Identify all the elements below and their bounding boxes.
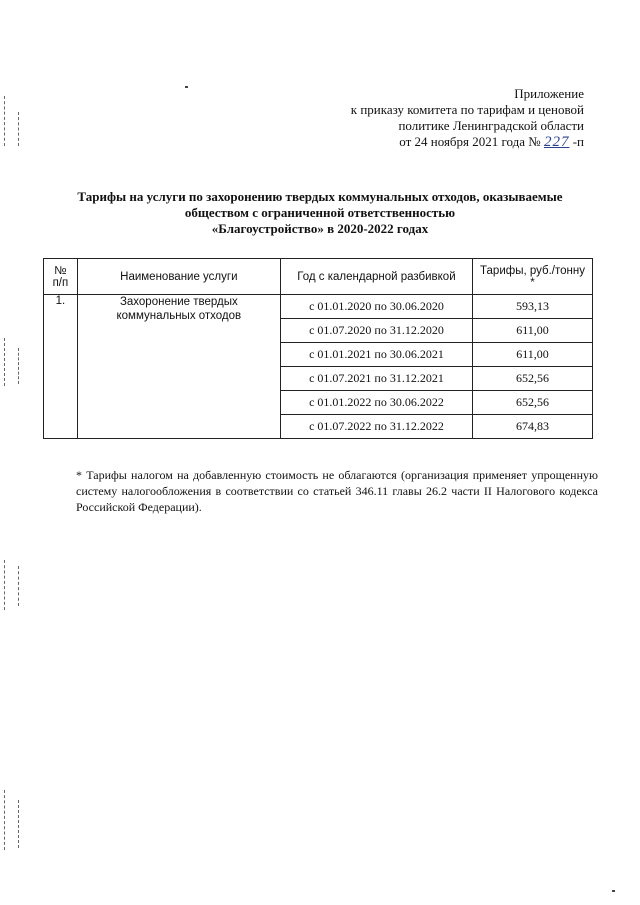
row-number: 1. bbox=[44, 295, 78, 439]
price-cell: 652,56 bbox=[473, 391, 593, 415]
scan-artifact bbox=[4, 790, 5, 850]
period-cell: с 01.01.2020 по 30.06.2020 bbox=[280, 295, 472, 319]
scan-artifact bbox=[18, 566, 19, 606]
price-cell: 611,00 bbox=[473, 343, 593, 367]
scan-speck bbox=[612, 890, 615, 892]
header-service: Наименование услуги bbox=[77, 259, 280, 295]
table-header-row bbox=[44, 259, 593, 295]
scan-artifact bbox=[4, 96, 5, 146]
period-cell: с 01.01.2022 по 30.06.2022 bbox=[280, 391, 472, 415]
period-cell: с 01.01.2021 по 30.06.2021 bbox=[280, 343, 472, 367]
appendix-header bbox=[284, 86, 584, 150]
price-cell: 674,83 bbox=[473, 415, 593, 439]
scan-artifact bbox=[18, 348, 19, 384]
scan-artifact bbox=[18, 112, 19, 146]
price-cell: 593,13 bbox=[473, 295, 593, 319]
order-suffix: -п bbox=[572, 134, 584, 149]
document-title bbox=[40, 189, 600, 237]
scan-speck bbox=[185, 86, 188, 88]
appendix-line: политике Ленинградской области bbox=[398, 118, 584, 133]
scan-artifact bbox=[18, 800, 19, 848]
scan-artifact bbox=[4, 560, 5, 610]
header-price: Тарифы, руб./тонну * bbox=[473, 259, 593, 295]
period-cell: с 01.07.2021 по 31.12.2021 bbox=[280, 367, 472, 391]
price-cell: 611,00 bbox=[473, 319, 593, 343]
footnote: * Тарифы налогом на добавленную стоимость не облагаются (организация применяет упрощенную систему налогообложения в соответствии со статьей 346.11 главы 26.2 части II Налогового кодекса Российской Федерации). bbox=[76, 468, 598, 514]
period-cell: с 01.07.2022 по 31.12.2022 bbox=[280, 415, 472, 439]
header-no: № п/п bbox=[44, 259, 78, 295]
scan-artifact bbox=[4, 338, 5, 386]
title-line: обществом с ограниченной ответственностью bbox=[184, 205, 456, 220]
appendix-date-line bbox=[284, 134, 584, 150]
order-number: 227 bbox=[543, 134, 570, 150]
appendix-line: Приложение bbox=[514, 86, 584, 101]
price-cell: 652,56 bbox=[473, 367, 593, 391]
title-line: «Благоустройство» в 2020-2022 годах bbox=[211, 221, 429, 236]
header-period: Год с календарной разбивкой bbox=[280, 259, 472, 295]
tariff-table bbox=[43, 258, 593, 439]
title-line: Тарифы на услуги по захоронению твердых коммунальных отходов, оказываемые bbox=[77, 189, 563, 204]
table-row bbox=[44, 295, 593, 319]
appendix-line: к приказу комитета по тарифам и ценовой bbox=[350, 102, 584, 117]
appendix-date: от 24 ноября 2021 года № bbox=[399, 134, 541, 149]
period-cell: с 01.07.2020 по 31.12.2020 bbox=[280, 319, 472, 343]
service-name: Захоронение твердых коммунальных отходов bbox=[77, 295, 280, 439]
